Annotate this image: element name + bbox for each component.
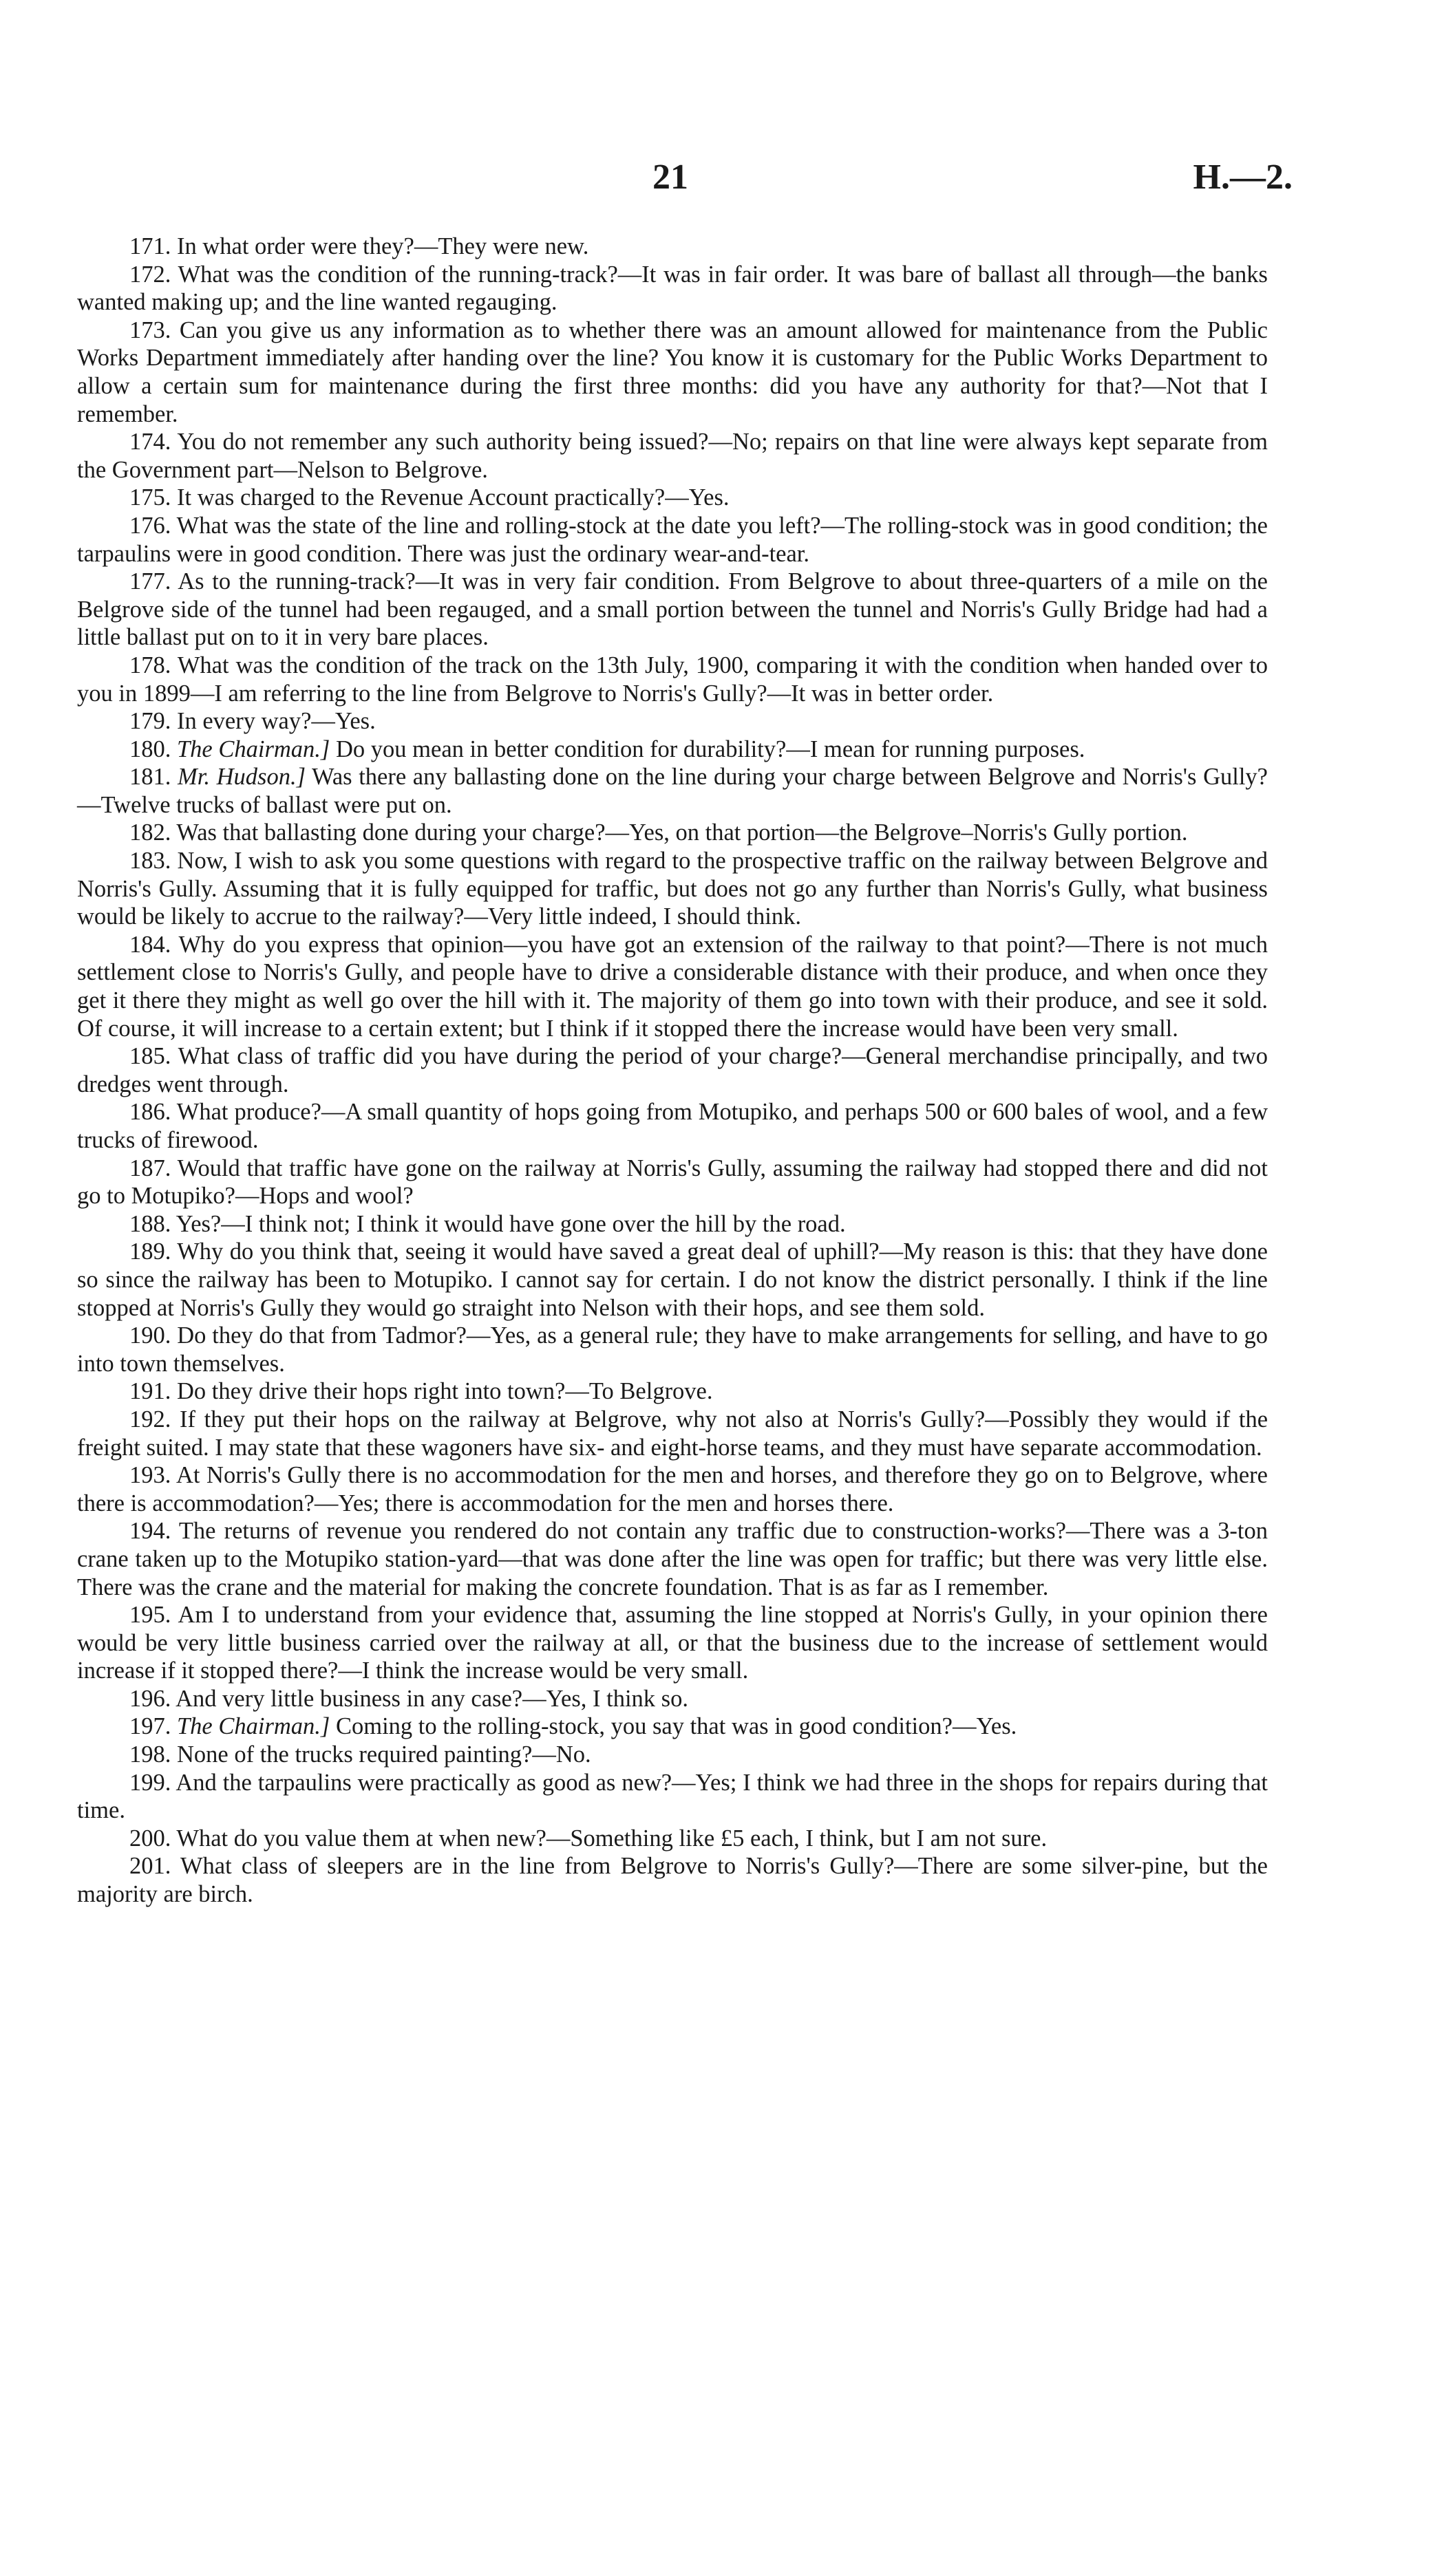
question-number: 187.: [129, 1155, 171, 1181]
question-answer-text: Was there any ballasting done on the line during your charge between Belgrove and Norris's Gully?—Twelve trucks of ballast were put on.: [77, 764, 1268, 818]
question-answer-text: Now, I wish to ask you some questions with regard to the prospective traffic on the railway between Belgrove and Norris's Gully. Assuming that it is fully equipped for traffic, but does not go any further than Norris's Gully, what business would be likely to accrue to the railway?—Very little indeed, I should think.: [77, 848, 1268, 930]
question-number: 193.: [129, 1462, 171, 1489]
question-answer-text: Would that traffic have gone on the railway at Norris's Gully, assuming the railway had stopped there and did not go to Motupiko?—Hops and wool?: [77, 1155, 1268, 1210]
question-number: 185.: [129, 1043, 171, 1070]
question-paragraph: [77, 316, 1268, 428]
question-paragraph: [77, 819, 1268, 847]
speaker-label: The Chairman.]: [177, 736, 330, 762]
question-number: 190.: [129, 1322, 171, 1349]
question-answer-text: What do you value them at when new?—Something like £5 each, I think, but I am not sure.: [176, 1825, 1048, 1852]
question-paragraph: [77, 1322, 1268, 1377]
question-paragraph: [77, 1098, 1268, 1154]
question-answer-text: The returns of revenue you rendered do not contain any traffic due to construction-works?—There was a 3-ton crane taken up to the Motupiko station-yard—that was done after the line was open for traffic; but there was very little else. There was the crane and the material for making the concrete foundation. That is as far as I remember.: [77, 1518, 1268, 1600]
question-answer-text: It was charged to the Revenue Account practically?—Yes.: [177, 484, 730, 511]
question-paragraph: [77, 233, 1268, 261]
question-number: 198.: [129, 1741, 171, 1768]
question-number: 180.: [129, 736, 171, 762]
question-answer-text: Why do you express that opinion—you have got an extension of the railway to that point?—There is not much settlement close to Norris's Gully, and people have to drive a considerable distance with their produce, and when once they get it there they might as well go over the hill with it. The majority of them go into town with their produce, and see it sold. Of course, it will increase to a certain extent; but I think if it stopped there the increase would have been very small.: [77, 931, 1268, 1042]
question-answer-text: Coming to the rolling-stock, you say that was in good condition?—Yes.: [336, 1713, 1017, 1740]
question-paragraph: [77, 428, 1268, 484]
speaker-label: Mr. Hudson.]: [178, 764, 306, 791]
question-answer-text: Do they drive their hops right into town?—To Belgrove.: [177, 1378, 713, 1405]
question-number: 173.: [129, 316, 171, 343]
question-number: 181.: [129, 764, 171, 791]
question-answer-text: Do you mean in better condition for durability?—I mean for running purposes.: [336, 736, 1085, 762]
question-number: 200.: [129, 1825, 171, 1852]
question-answer-text: None of the trucks required painting?—No.: [177, 1741, 591, 1768]
question-number: 177.: [129, 568, 171, 595]
question-answer-text: What was the condition of the running-track?—It was in fair order. It was bare of ballast all through—the banks wanted making up; and the line wanted regauging.: [77, 261, 1268, 316]
question-answer-text: Why do you think that, seeing it would have saved a great deal of uphill?—My reason is this: that they have done so since the railway has been to Motupiko. I cannot say for certain. I do not know the district personally. I think if the line stopped at Norris's Gully they would go straight into Nelson with their hops, and see them sold.: [77, 1238, 1268, 1321]
question-number: 175.: [129, 484, 171, 511]
question-number: 201.: [129, 1853, 171, 1880]
question-answer-text: And the tarpaulins were practically as good as new?—Yes; I think we had three in the shops for repairs during that time.: [77, 1769, 1268, 1824]
question-number: 189.: [129, 1238, 171, 1265]
question-number: 176.: [129, 512, 171, 539]
question-answer-text: Do they do that from Tadmor?—Yes, as a general rule; they have to make arrangements for selling, and have to go into town themselves.: [77, 1322, 1268, 1377]
question-paragraph: [77, 568, 1268, 652]
question-paragraph: [77, 1406, 1268, 1461]
question-number: 194.: [129, 1518, 171, 1545]
question-paragraph: [77, 1377, 1268, 1406]
question-answer-text: What was the condition of the track on the 13th July, 1900, comparing it with the condition when handed over to you in 1899—I am referring to the line from Belgrove to Norris's Gully?—It was in better order.: [77, 652, 1268, 707]
question-answer-text: Can you give us any information as to whether there was an amount allowed for maintenance from the Public Works Department immediately after handing over the line? You know it is customary for the Public Works Department to allow a certain sum for maintenance during the first three months: did you have any authority for that?—Not that I remember.: [77, 316, 1268, 427]
question-number: 184.: [129, 931, 171, 958]
question-number: 199.: [129, 1769, 171, 1796]
question-number: 197.: [129, 1713, 171, 1740]
question-number: 179.: [129, 708, 171, 735]
question-paragraph: [77, 1685, 1268, 1713]
question-paragraph: [77, 736, 1268, 764]
question-number: 171.: [129, 233, 171, 259]
question-paragraph: [77, 1210, 1268, 1238]
question-answer-text: What class of sleepers are in the line from Belgrove to Norris's Gully?—There are some silver-pine, but the majority are birch.: [77, 1853, 1268, 1908]
page-number: 21: [652, 158, 688, 197]
question-paragraph: [77, 1601, 1268, 1685]
question-number: 196.: [129, 1685, 171, 1712]
document-reference: H.—2.: [1193, 158, 1293, 197]
question-paragraph: [77, 1042, 1268, 1098]
question-paragraph: [77, 1713, 1268, 1741]
question-paragraph: [77, 1852, 1268, 1908]
question-paragraph: [77, 652, 1268, 707]
question-answer-text: Am I to understand from your evidence that, assuming the line stopped at Norris's Gully, in your opinion there would be very little business carried over the railway at all, or that the business due to the increase of settlement would increase if it stopped there?—I think the increase would be very small.: [77, 1602, 1268, 1684]
question-answer-text: If they put their hops on the railway at Belgrove, why not also at Norris's Gully?—Possibly they would if the freight suited. I may state that these wagoners have six- and eight-horse teams, and they must have separate accommodation.: [77, 1406, 1268, 1461]
question-paragraph: [77, 1461, 1268, 1517]
question-answer-text: Was that ballasting done during your charge?—Yes, on that portion—the Belgrove–Norris's Gully portion.: [176, 819, 1188, 846]
question-number: 186.: [129, 1099, 171, 1126]
question-answer-text: Yes?—I think not; I think it would have gone over the hill by the road.: [176, 1210, 846, 1237]
question-number: 178.: [129, 652, 171, 678]
question-answer-text: In every way?—Yes.: [177, 708, 376, 735]
question-paragraph: [77, 763, 1268, 819]
speaker-label: The Chairman.]: [177, 1713, 330, 1740]
question-paragraph: [77, 931, 1268, 1042]
question-answer-text: What was the state of the line and rolling-stock at the date you left?—The rolling-stock was in good condition; the tarpaulins were in good condition. There was just the ordinary wear-and-tear.: [77, 512, 1268, 567]
question-number: 195.: [129, 1602, 171, 1629]
question-answer-text: You do not remember any such authority being issued?—No; repairs on that line were always kept separate from the Government part—Nelson to Belgrove.: [77, 429, 1268, 483]
question-number: 191.: [129, 1378, 171, 1405]
question-answer-text: And very little business in any case?—Yes, I think so.: [176, 1685, 688, 1712]
question-number: 183.: [129, 848, 171, 874]
question-paragraph: [77, 1155, 1268, 1210]
question-paragraph: [77, 1825, 1268, 1853]
question-number: 174.: [129, 429, 171, 455]
question-paragraph: [77, 512, 1268, 568]
question-number: 188.: [129, 1210, 171, 1237]
question-paragraph: [77, 707, 1268, 736]
question-paragraph: [77, 261, 1268, 316]
question-answer-text: At Norris's Gully there is no accommodation for the men and horses, and therefore they go on to Belgrove, where there is accommodation?—Yes; there is accommodation for the men and horses there.: [77, 1462, 1268, 1516]
question-number: 192.: [129, 1406, 171, 1432]
question-paragraph: [77, 847, 1268, 931]
question-answer-text: What class of traffic did you have during the period of your charge?—General merchandise principally, and two dredges went through.: [77, 1043, 1268, 1097]
question-number: 182.: [129, 819, 171, 846]
question-paragraph: [77, 484, 1268, 512]
question-answer-text: As to the running-track?—It was in very fair condition. From Belgrove to about three-quarters of a mile on the Belgrove side of the tunnel had been regauged, and a small portion between the tunnel and Norris's Gully Bridge had had a little ballast put on to it in very bare places.: [77, 568, 1268, 651]
testimony-body: [77, 233, 1268, 1909]
question-number: 172.: [129, 261, 171, 288]
page-header: [0, 157, 1455, 205]
question-paragraph: [77, 1769, 1268, 1825]
question-answer-text: What produce?—A small quantity of hops going from Motupiko, and perhaps 500 or 600 bales of wool, and a few trucks of firewood.: [77, 1099, 1268, 1153]
question-paragraph: [77, 1741, 1268, 1769]
question-paragraph: [77, 1238, 1268, 1322]
question-answer-text: In what order were they?—They were new.: [177, 233, 589, 259]
question-paragraph: [77, 1517, 1268, 1601]
